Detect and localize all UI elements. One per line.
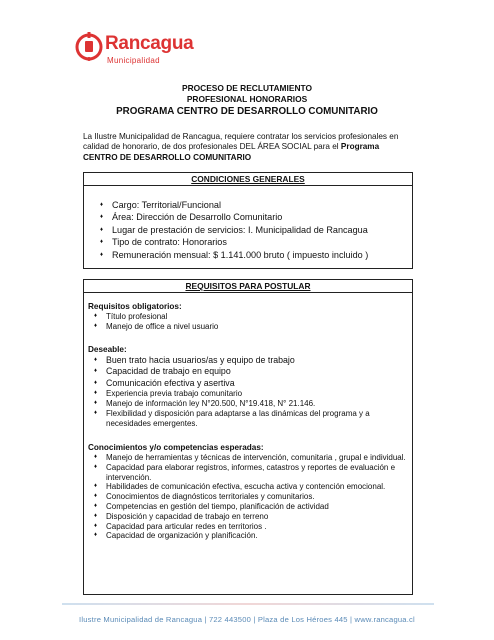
condicion-item: ♦ Área: Dirección de Desarrollo Comunitario	[94, 211, 404, 223]
municipal-crest-icon	[75, 29, 105, 65]
conocimiento-item: ♦ Capacidad de organización y planificación.	[88, 531, 408, 541]
obligatorios-list	[88, 312, 408, 332]
deseable-item: ♦ Buen trato hacia usuarios/as y equipo de trabajo	[88, 355, 408, 366]
deseable-list-small	[88, 389, 408, 428]
obligatorio-item: ♦ Título profesional	[88, 312, 408, 322]
title-line-1: PROCESO DE RECLUTAMIENTO	[182, 83, 312, 93]
municipal-logo	[75, 27, 195, 71]
obligatorios-section	[88, 302, 408, 332]
deseable-list-large	[88, 355, 408, 389]
conocimiento-item: ♦ Disposición y capacidad de trabajo en terreno	[88, 512, 408, 522]
obligatorio-item: ♦ Manejo de office a nivel usuario	[88, 322, 408, 332]
conocimiento-item: ♦ Manejo de herramientas y técnicas de intervención, comunitaria , grupal e individual.	[88, 453, 408, 463]
conocimiento-item: ♦ Competencias en gestión del tiempo, planificación de actividad	[88, 502, 408, 512]
condiciones-generales-box	[83, 172, 413, 269]
requisitos-box	[83, 279, 413, 595]
obligatorios-title: Requisitos obligatorios:	[88, 302, 182, 311]
conocimientos-section	[88, 443, 408, 541]
condiciones-list	[94, 199, 404, 261]
deseable-section	[88, 345, 408, 428]
intro-paragraph	[83, 132, 413, 163]
intro-text: La Ilustre Municipalidad de Rancagua, requiere contratar los servicios profesionales en calidad de honorario, de dos profesionales DEL ÁREA SOCIAL para el	[83, 132, 399, 152]
deseable-item: ♦ Manejo de información ley N°20.500, N°19.418, N° 21.146.	[88, 399, 408, 409]
logo-name: Rancagua	[105, 33, 194, 54]
intro-bold-program: Programa CENTRO DE DESARROLLO COMUNITARIO	[83, 142, 380, 162]
logo-subtitle: Municipalidad	[107, 56, 160, 65]
title-line-2: PROFESIONAL HONORARIOS	[186, 94, 308, 104]
deseable-item: ♦ Capacidad de trabajo en equipo	[88, 366, 408, 377]
deseable-item: ♦ Comunicación efectiva y asertiva	[88, 378, 408, 389]
document-titles	[0, 83, 494, 118]
footer-contact: Ilustre Municipalidad de Rancagua | 722 443500 | Plaza de Los Héroes 445 | www.rancagua.cl	[79, 615, 415, 624]
conocimiento-item: ♦ Conocimientos de diagnósticos territoriales y comunitarios.	[88, 492, 408, 502]
title-line-3: PROGRAMA CENTRO DE DESARROLLO COMUNITARIO	[116, 106, 378, 117]
requisitos-heading: REQUISITOS PARA POSTULAR	[84, 280, 412, 293]
condiciones-heading: CONDICIONES GENERALES	[84, 173, 412, 186]
condicion-item: ♦ Cargo: Territorial/Funcional	[94, 199, 404, 211]
footer-divider	[62, 603, 434, 605]
conocimiento-item: ♦ Habilidades de comunicación efectiva, escucha activa y contención emocional.	[88, 482, 408, 492]
conocimiento-item: ♦ Capacidad para articular redes en territorios .	[88, 522, 408, 532]
condicion-item: ♦ Tipo de contrato: Honorarios	[94, 236, 404, 248]
deseable-item: ♦ Flexibilidad y disposición para adaptarse a las dinámicas del programa y a necesidades emergentes.	[88, 409, 408, 429]
condicion-item: ♦ Remuneración mensual: $ 1.141.000 bruto ( impuesto incluido )	[94, 249, 404, 261]
conocimiento-item: ♦ Capacidad para elaborar registros, informes, catastros y reportes de evaluación e intervención.	[88, 463, 408, 483]
condicion-item: ♦ Lugar de prestación de servicios: I. Municipalidad de Rancagua	[94, 224, 404, 236]
deseable-title: Deseable:	[88, 345, 127, 354]
conocimientos-list	[88, 453, 408, 541]
deseable-item: ♦ Experiencia previa trabajo comunitario	[88, 389, 408, 399]
conocimientos-title: Conocimientos y/o competencias esperadas:	[88, 443, 264, 452]
